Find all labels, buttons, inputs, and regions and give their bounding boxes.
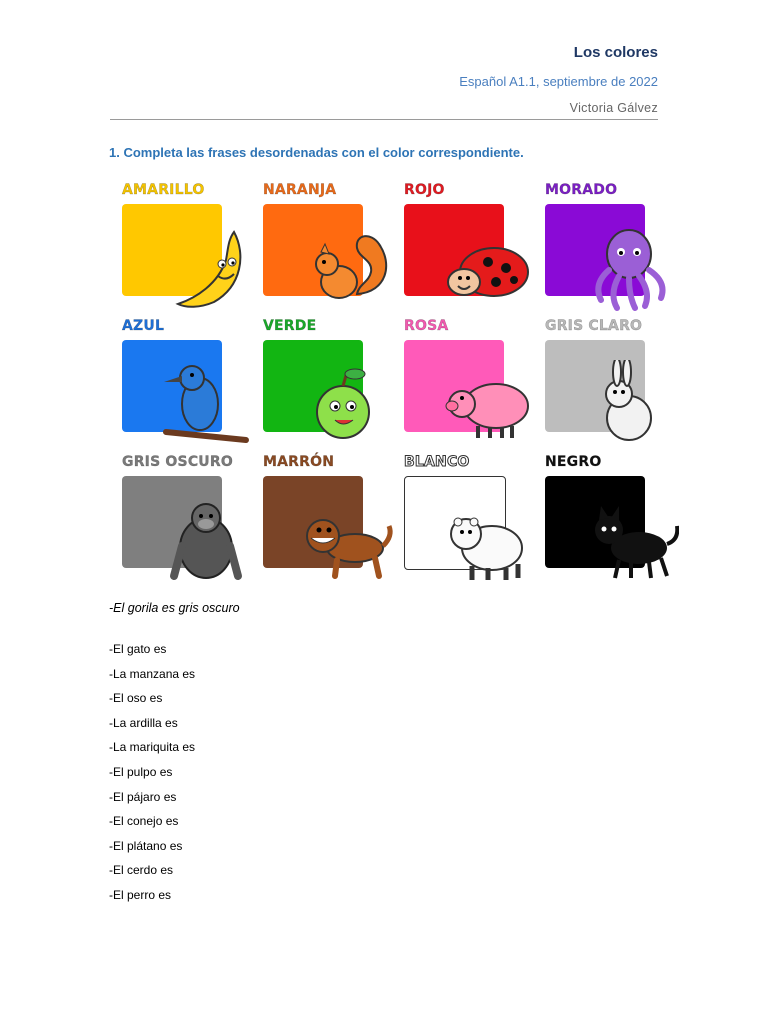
exercise-instruction: 1. Completa las frases desordenadas con el color correspondiente. xyxy=(109,145,524,160)
bird-icon xyxy=(156,360,256,448)
color-label: NEGRO xyxy=(545,454,602,470)
color-card xyxy=(257,316,397,452)
sentence-item: -El cerdo es xyxy=(109,863,174,878)
cat-icon xyxy=(579,496,679,584)
color-card xyxy=(398,452,538,588)
sentence-item: -El perro es xyxy=(109,887,172,902)
color-card xyxy=(257,452,397,588)
banana-icon xyxy=(156,224,256,312)
sentence-list xyxy=(109,641,195,912)
document-author: Victoria Gálvez xyxy=(569,101,658,115)
color-card xyxy=(539,452,679,588)
document-subtitle: Español A1.1, septiembre de 2022 xyxy=(459,74,658,89)
color-card xyxy=(257,180,397,316)
document-title: Los colores xyxy=(573,44,658,61)
sentence-item: -El oso es xyxy=(109,691,163,706)
color-card xyxy=(398,316,538,452)
color-card xyxy=(539,316,679,452)
ladybug-icon xyxy=(438,224,538,312)
squirrel-icon xyxy=(297,224,397,312)
color-card xyxy=(116,180,256,316)
example-sentence: -El gorila es gris oscuro xyxy=(109,601,240,615)
color-label: ROJO xyxy=(404,182,445,198)
color-label: NARANJA xyxy=(263,182,337,198)
color-card xyxy=(398,180,538,316)
color-label: GRIS OSCURO xyxy=(122,454,233,470)
sentence-item: -El gato es xyxy=(109,642,167,656)
color-label: MARRÓN xyxy=(263,454,335,470)
color-label: VERDE xyxy=(263,318,317,334)
color-label: GRIS CLARO xyxy=(545,318,643,334)
gorilla-icon xyxy=(156,496,256,584)
color-card xyxy=(116,452,256,588)
sentence-item: -El pájaro es xyxy=(109,789,177,804)
color-label: ROSA xyxy=(404,318,449,334)
color-label: AZUL xyxy=(122,318,165,334)
dog-icon xyxy=(297,496,397,584)
color-grid xyxy=(116,180,676,590)
color-label: BLANCO xyxy=(404,454,470,470)
apple-icon xyxy=(297,360,397,448)
sentence-item: -La ardilla es xyxy=(109,715,178,730)
color-card xyxy=(116,316,256,452)
sentence-item: -La manzana es xyxy=(109,666,196,681)
sentence-item: -El conejo es xyxy=(109,814,179,829)
header-divider xyxy=(110,119,658,120)
bear-icon xyxy=(438,496,538,584)
color-card xyxy=(539,180,679,316)
pig-icon xyxy=(438,360,538,448)
sentence-item: -El pulpo es xyxy=(109,764,173,779)
sentence-item: -La mariquita es xyxy=(109,740,196,755)
octopus-icon xyxy=(579,224,679,312)
color-label: MORADO xyxy=(545,182,618,198)
rabbit-icon xyxy=(579,360,679,448)
sentence-item: -El plátano es xyxy=(109,838,183,853)
color-label: AMARILLO xyxy=(122,182,205,198)
